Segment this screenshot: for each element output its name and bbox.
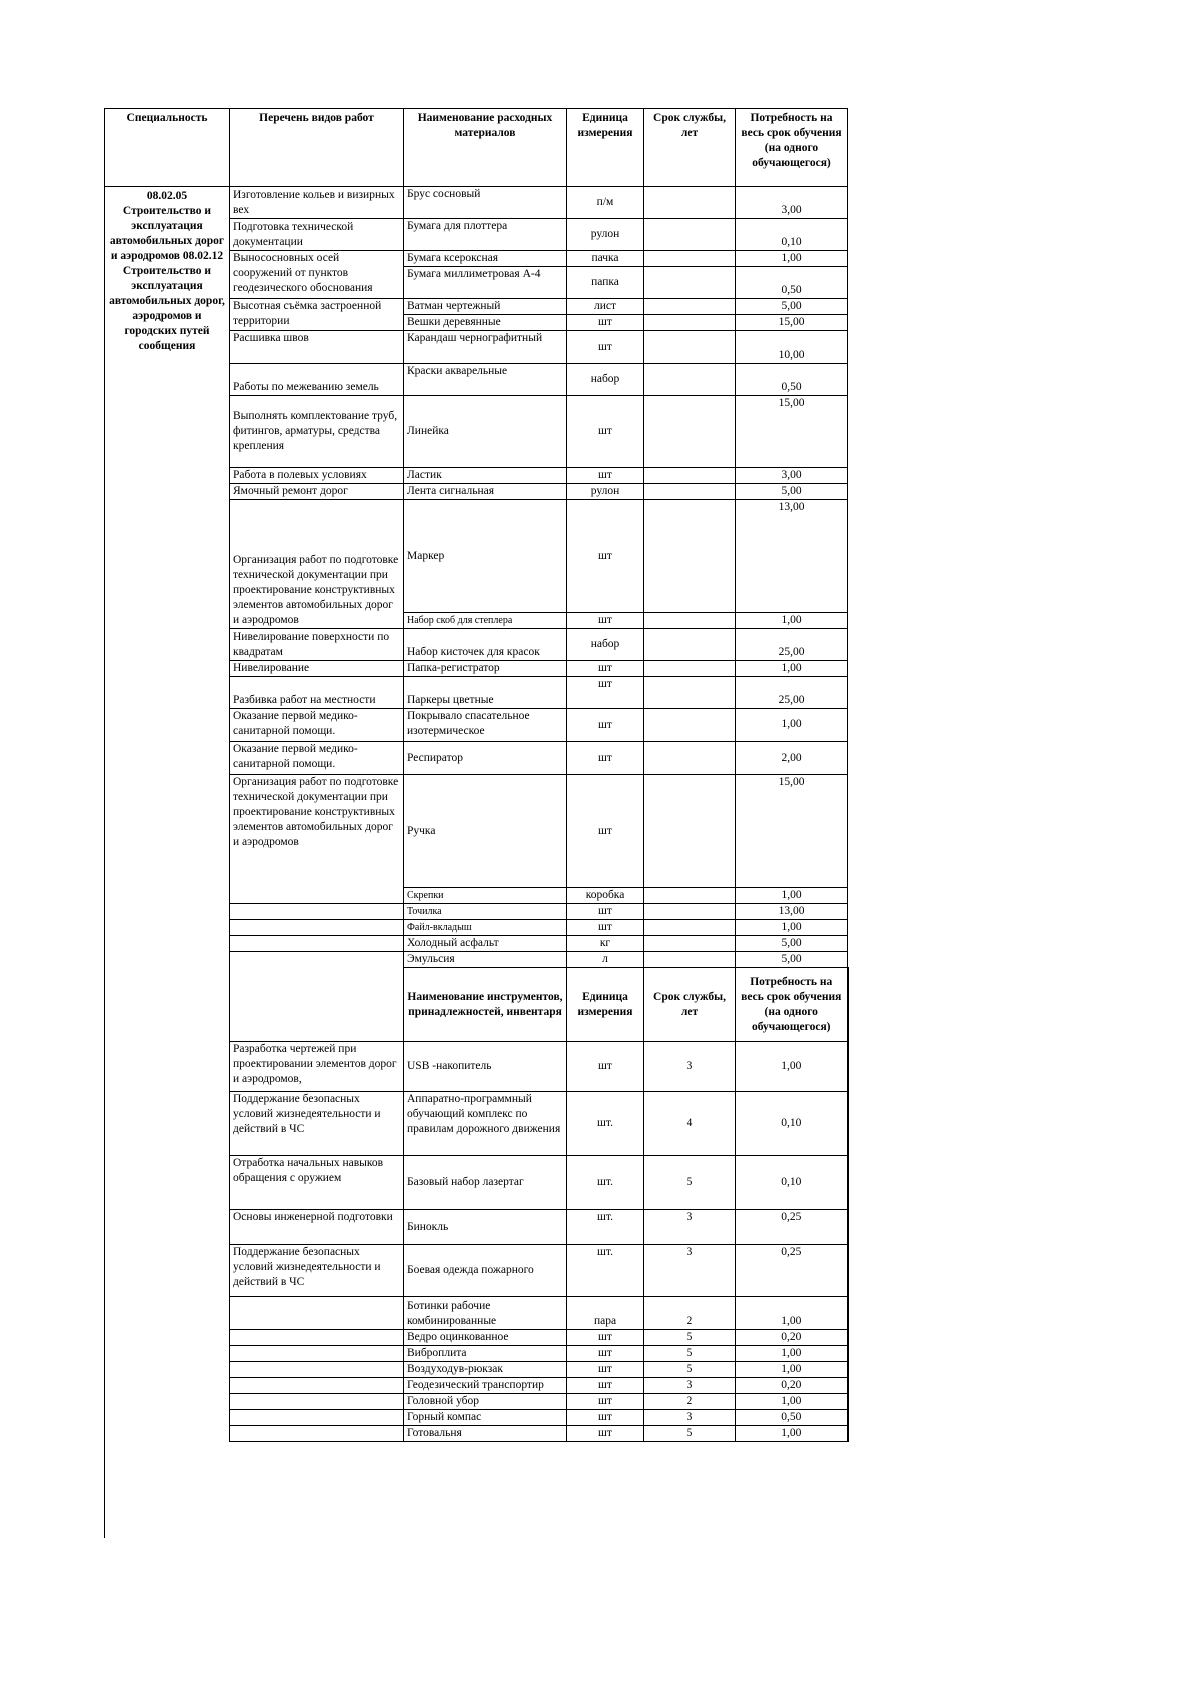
unit-cell: шт — [567, 775, 644, 888]
life-cell — [644, 904, 736, 920]
materials-table — [104, 108, 849, 1442]
need-cell: 0,10 — [736, 1092, 848, 1156]
table-header-row — [105, 109, 848, 187]
unit-cell: набор — [567, 364, 644, 396]
unit-cell: рулон — [567, 484, 644, 500]
work-cell: Разбивка работ на местности — [230, 677, 404, 709]
work-cell: Организация работ по подготовке технической документации при проектирование конструктивных элементов автомобильных дорог и аэродромов — [230, 775, 404, 904]
life-cell — [644, 888, 736, 904]
life-cell — [644, 629, 736, 661]
material-name: Линейка — [404, 396, 567, 468]
header-unit: Единица измерения — [567, 109, 644, 187]
unit-cell: шт — [567, 1394, 644, 1410]
header-work-types: Перечень видов работ — [230, 109, 404, 187]
tool-name: Воздуходув-рюкзак — [404, 1362, 567, 1378]
work-cell — [230, 1426, 404, 1442]
need-cell: 0,10 — [736, 219, 848, 251]
unit-cell: шт — [567, 904, 644, 920]
work-cell: Организация работ по подготовке технической документации при проектирование конструктивных элементов автомобильных дорог и аэродромов — [230, 500, 404, 629]
need-cell: 1,00 — [736, 1426, 848, 1442]
unit-cell: папка — [567, 267, 644, 299]
need-cell: 5,00 — [736, 484, 848, 500]
tool-name: Виброплита — [404, 1346, 567, 1362]
material-name: Карандаш чернографитный — [404, 331, 567, 364]
need-cell: 1,00 — [736, 251, 848, 267]
work-cell: Нивелирование поверхности по квадратам — [230, 629, 404, 661]
unit-cell: лист — [567, 299, 644, 315]
need-cell: 0,50 — [736, 1410, 848, 1426]
material-name: Файл-вкладыш — [404, 920, 567, 936]
material-name: Точилка — [404, 904, 567, 920]
life-cell: 2 — [644, 1297, 736, 1330]
life-cell: 4 — [644, 1092, 736, 1156]
need-cell: 1,00 — [736, 1297, 848, 1330]
need-cell: 13,00 — [736, 500, 848, 613]
need-cell: 1,00 — [736, 613, 848, 629]
document-page — [104, 108, 904, 1538]
unit-cell: шт — [567, 709, 644, 742]
life-cell — [644, 267, 736, 299]
unit-cell: п/м — [567, 187, 644, 219]
life-cell: 5 — [644, 1362, 736, 1378]
work-cell: Изготовление кольев и визирных вех — [230, 187, 404, 219]
unit-cell: шт — [567, 920, 644, 936]
tool-name: USB -накопитель — [404, 1042, 567, 1092]
work-cell: Высотная съёмка застроенной территории — [230, 299, 404, 331]
life-cell — [644, 331, 736, 364]
work-cell: Поддержание безопасных условий жизнедеятельности и действий в ЧС — [230, 1245, 404, 1297]
unit-cell: шт — [567, 1426, 644, 1442]
work-cell: Нивелирование — [230, 661, 404, 677]
material-name: Брус сосновый — [404, 187, 567, 219]
table-row — [105, 187, 848, 219]
need-cell: 5,00 — [736, 299, 848, 315]
unit-cell: шт — [567, 500, 644, 613]
life-cell: 3 — [644, 1245, 736, 1297]
work-cell — [230, 1394, 404, 1410]
life-cell: 3 — [644, 1210, 736, 1245]
life-cell — [644, 952, 736, 968]
tool-name: Горный компас — [404, 1410, 567, 1426]
unit-cell: пара — [567, 1297, 644, 1330]
material-name: Респиратор — [404, 742, 567, 775]
material-name: Бумага миллиметровая А-4 — [404, 267, 567, 299]
unit-cell: шт — [567, 677, 644, 709]
material-name: Эмульсия — [404, 952, 567, 968]
need-cell: 25,00 — [736, 677, 848, 709]
tool-name: Бинокль — [404, 1210, 567, 1245]
need-cell: 1,00 — [736, 920, 848, 936]
life-cell — [644, 613, 736, 629]
need-cell: 25,00 — [736, 629, 848, 661]
tools-header-need: Потребность на весь срок обучения (на одного обучающегося) — [736, 968, 848, 1042]
material-name: Ручка — [404, 775, 567, 888]
unit-cell: шт — [567, 1330, 644, 1346]
work-cell: Выполнять комплектование труб, фитингов, арматуры, средства крепления — [230, 396, 404, 468]
life-cell — [644, 742, 736, 775]
unit-cell: шт — [567, 1362, 644, 1378]
need-cell: 0,50 — [736, 267, 848, 299]
life-cell: 5 — [644, 1156, 736, 1210]
material-name: Покрывало спасательное изотермическое — [404, 709, 567, 742]
life-cell — [644, 484, 736, 500]
life-cell: 2 — [644, 1394, 736, 1410]
unit-cell: шт — [567, 1042, 644, 1092]
unit-cell: пачка — [567, 251, 644, 267]
material-name: Ватман чертежный — [404, 299, 567, 315]
need-cell: 3,00 — [736, 468, 848, 484]
unit-cell: шт — [567, 1378, 644, 1394]
need-cell: 1,00 — [736, 661, 848, 677]
life-cell — [644, 936, 736, 952]
material-name: Краски акварельные — [404, 364, 567, 396]
work-cell — [230, 904, 404, 920]
unit-cell: шт — [567, 1410, 644, 1426]
header-specialty: Специальность — [105, 109, 230, 187]
material-name: Вешки деревянные — [404, 315, 567, 331]
material-name: Ластик — [404, 468, 567, 484]
work-cell: Оказание первой медико-санитарной помощи. — [230, 742, 404, 775]
need-cell: 0,10 — [736, 1156, 848, 1210]
life-cell: 3 — [644, 1042, 736, 1092]
life-cell: 3 — [644, 1410, 736, 1426]
tools-header-name: Наименование инструментов, принадлежностей, инвентаря — [404, 968, 567, 1042]
unit-cell: шт. — [567, 1210, 644, 1245]
unit-cell: коробка — [567, 888, 644, 904]
work-cell — [230, 952, 404, 1042]
need-cell: 0,25 — [736, 1245, 848, 1297]
material-name: Бумага ксероксная — [404, 251, 567, 267]
need-cell: 1,00 — [736, 1346, 848, 1362]
need-cell: 0,20 — [736, 1330, 848, 1346]
tool-name: Ботинки рабочие комбинированные — [404, 1297, 567, 1330]
material-name: Паркеры цветные — [404, 677, 567, 709]
need-cell: 5,00 — [736, 936, 848, 952]
work-cell: Подготовка технической документации — [230, 219, 404, 251]
work-cell — [230, 1362, 404, 1378]
life-cell — [644, 396, 736, 468]
need-cell: 15,00 — [736, 396, 848, 468]
material-name: Бумага для плоттера — [404, 219, 567, 251]
need-cell: 1,00 — [736, 709, 848, 742]
work-cell — [230, 920, 404, 936]
unit-cell: рулон — [567, 219, 644, 251]
life-cell: 5 — [644, 1426, 736, 1442]
tools-header-unit: Единица измерения — [567, 968, 644, 1042]
life-cell — [644, 219, 736, 251]
tools-header-service-life: Срок службы, лет — [644, 968, 736, 1042]
header-materials: Наименование расходных материалов — [404, 109, 567, 187]
need-cell: 1,00 — [736, 888, 848, 904]
life-cell — [644, 299, 736, 315]
unit-cell: шт — [567, 742, 644, 775]
need-cell: 15,00 — [736, 775, 848, 888]
need-cell: 5,00 — [736, 952, 848, 968]
unit-cell: шт — [567, 613, 644, 629]
work-cell: Вынососновных осей сооружений от пунктов геодезического обоснования — [230, 251, 404, 299]
life-cell — [644, 468, 736, 484]
work-cell: Основы инженерной подготовки — [230, 1210, 404, 1245]
life-cell — [644, 364, 736, 396]
work-cell — [230, 1346, 404, 1362]
life-cell — [644, 661, 736, 677]
tool-name: Боевая одежда пожарного — [404, 1245, 567, 1297]
need-cell: 0,20 — [736, 1378, 848, 1394]
tool-name: Базовый набор лазертаг — [404, 1156, 567, 1210]
work-cell: Оказание первой медико-санитарной помощи. — [230, 709, 404, 742]
need-cell: 13,00 — [736, 904, 848, 920]
work-cell: Поддержание безопасных условий жизнедеятельности и действий в ЧС — [230, 1092, 404, 1156]
material-name: Лента сигнальная — [404, 484, 567, 500]
life-cell — [644, 709, 736, 742]
work-cell — [230, 1330, 404, 1346]
unit-cell: шт — [567, 661, 644, 677]
unit-cell: шт. — [567, 1092, 644, 1156]
life-cell — [644, 251, 736, 267]
unit-cell: кг — [567, 936, 644, 952]
life-cell: 3 — [644, 1378, 736, 1394]
life-cell — [644, 920, 736, 936]
life-cell — [644, 775, 736, 888]
need-cell: 0,25 — [736, 1210, 848, 1245]
work-cell: Разработка чертежей при проектировании элементов дорог и аэродромов, — [230, 1042, 404, 1092]
work-cell — [230, 936, 404, 952]
need-cell: 2,00 — [736, 742, 848, 775]
need-cell: 1,00 — [736, 1042, 848, 1092]
unit-cell: шт — [567, 396, 644, 468]
need-cell: 1,00 — [736, 1394, 848, 1410]
life-cell — [644, 677, 736, 709]
life-cell: 5 — [644, 1346, 736, 1362]
work-cell — [230, 1410, 404, 1426]
life-cell — [644, 315, 736, 331]
material-name: Набор скоб для степлера — [404, 613, 567, 629]
material-name: Холодный асфальт — [404, 936, 567, 952]
specialty-cell: 08.02.05 Строительство и эксплуатация автомобильных дорог и аэродромов 08.02.12 Строительство и эксплуатация автомобильных дорог, аэродромов и городских путей сообщения — [105, 187, 230, 1442]
unit-cell: шт — [567, 1346, 644, 1362]
need-cell: 3,00 — [736, 187, 848, 219]
tool-name: Ведро оцинкованное — [404, 1330, 567, 1346]
life-cell — [644, 187, 736, 219]
work-cell: Отработка начальных навыков обращения с оружием — [230, 1156, 404, 1210]
header-need: Потребность на весь срок обучения (на одного обучающегося) — [736, 109, 848, 187]
unit-cell: шт — [567, 331, 644, 364]
tool-name: Готовальня — [404, 1426, 567, 1442]
tool-name: Геодезический транспортир — [404, 1378, 567, 1394]
work-cell — [230, 1378, 404, 1394]
work-cell — [230, 1297, 404, 1330]
header-service-life: Срок службы, лет — [644, 109, 736, 187]
unit-cell: шт. — [567, 1245, 644, 1297]
work-cell: Ямочный ремонт дорог — [230, 484, 404, 500]
unit-cell: шт. — [567, 1156, 644, 1210]
need-cell: 0,50 — [736, 364, 848, 396]
need-cell: 1,00 — [736, 1362, 848, 1378]
unit-cell: шт — [567, 315, 644, 331]
work-cell: Работа в полевых условиях — [230, 468, 404, 484]
material-name: Скрепки — [404, 888, 567, 904]
unit-cell: л — [567, 952, 644, 968]
material-name: Набор кисточек для красок — [404, 629, 567, 661]
need-cell: 15,00 — [736, 315, 848, 331]
life-cell: 5 — [644, 1330, 736, 1346]
material-name: Папка-регистратор — [404, 661, 567, 677]
tool-name: Аппаратно-программный обучающий комплекс по правилам дорожного движения — [404, 1092, 567, 1156]
unit-cell: набор — [567, 629, 644, 661]
tool-name: Головной убор — [404, 1394, 567, 1410]
work-cell: Работы по межеванию земель — [230, 364, 404, 396]
work-cell: Расшивка швов — [230, 331, 404, 364]
need-cell: 10,00 — [736, 331, 848, 364]
life-cell — [644, 500, 736, 613]
unit-cell: шт — [567, 468, 644, 484]
material-name: Маркер — [404, 500, 567, 613]
